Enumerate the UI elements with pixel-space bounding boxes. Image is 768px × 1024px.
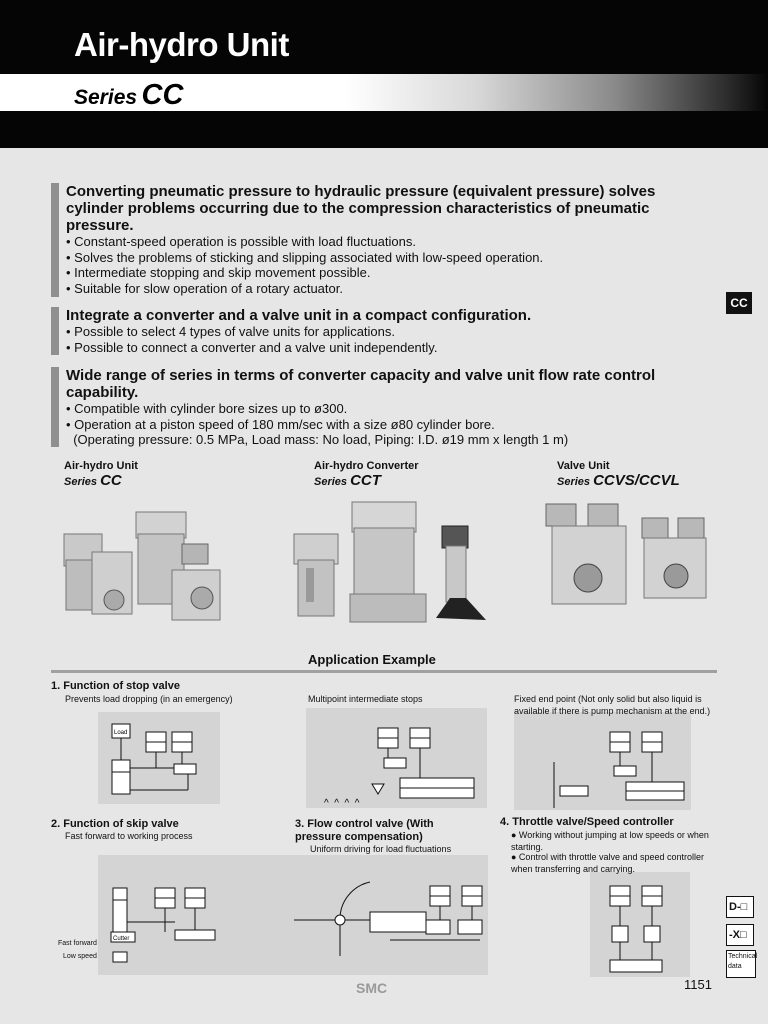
application-rule xyxy=(51,670,717,673)
product-series-word: Series xyxy=(314,476,348,488)
section-heading: Wide range of series in terms of converter capacity and valve unit flow rate control capability. xyxy=(66,367,656,401)
function-4-bullet-1: ● Working without jumping at low speeds or when starting. xyxy=(511,830,709,852)
stop-valve-diagram-emergency xyxy=(108,720,218,802)
page-number: 1151 xyxy=(684,977,712,992)
section-bullets xyxy=(66,234,711,296)
stop-valve-diagram-intermediate xyxy=(312,714,482,808)
product-series: CCT xyxy=(350,472,381,489)
bullet: • Possible to connect a converter and a valve unit independently. xyxy=(66,339,438,355)
section-bullets xyxy=(66,324,711,355)
function-3-title: 3. Flow control valve (With pressure compensation) xyxy=(295,818,434,843)
fast-forward-label: Fast forward xyxy=(58,940,97,947)
page-title: Air-hydro Unit xyxy=(74,26,289,63)
bullet: • Possible to select 4 types of valve units for applications. xyxy=(66,324,395,339)
function-4-bullet-2: ● Control with throttle valve and speed controller when transferring and carrying. xyxy=(511,852,705,874)
function-1-title: 1. Function of stop valve xyxy=(51,680,180,692)
function-3-subtitle: Uniform driving for load fluctuations xyxy=(310,844,452,854)
side-tab-cc[interactable]: CC xyxy=(726,292,752,314)
bullet: • Constant-speed operation is possible with load fluctuations. xyxy=(66,234,416,249)
section-bar xyxy=(51,367,59,447)
product-air-hydro-converter xyxy=(314,460,419,489)
bullet: (Operating pressure: 0.5 MPa, Load mass: No load, Piping: I.D. ø19 mm x length 1 m) xyxy=(66,432,569,448)
series-band xyxy=(0,74,768,111)
load-label: Load xyxy=(114,730,128,736)
bullet: • Solves the problems of sticking and slipping associated with low-speed operation. xyxy=(66,249,544,265)
air-hydro-converter-photo xyxy=(290,498,495,630)
smc-logo: SMC xyxy=(356,980,388,996)
air-hydro-unit-photo xyxy=(62,500,230,630)
bullet: • Suitable for slow operation of a rotary actuator. xyxy=(66,280,343,296)
product-air-hydro-unit xyxy=(64,460,138,489)
page-header xyxy=(0,0,768,148)
function-2-subtitle: Fast forward to working process xyxy=(65,831,193,841)
bullet: • Operation at a piston speed of 180 mm/sec with a size ø80 cylinder bore. xyxy=(66,416,495,432)
section-heading: Integrate a converter and a valve unit in a compact configuration. xyxy=(66,307,532,324)
section-bar xyxy=(51,183,59,297)
function-1-middle-caption: Multipoint intermediate stops xyxy=(308,694,423,704)
product-name: Air-hydro Converter xyxy=(314,460,419,472)
function-1-subtitle: Prevents load dropping (in an emergency) xyxy=(65,694,233,704)
product-name: Air-hydro Unit xyxy=(64,460,138,472)
feature-section-1 xyxy=(51,183,711,296)
series-name: CC xyxy=(141,79,184,111)
section-heading: Converting pneumatic pressure to hydraulic pressure (equivalent pressure) solves cylinder problems occurring due to the compression characteristics of pneumatic pressure. xyxy=(66,183,656,234)
function-4-title: 4. Throttle valve/Speed controller xyxy=(500,816,674,828)
section-bullets xyxy=(66,401,711,448)
section-bar xyxy=(51,307,59,355)
product-series: CCVS/CCVL xyxy=(593,472,680,489)
side-index-x[interactable]: -X□ xyxy=(726,924,754,946)
valve-unit-photo xyxy=(540,500,715,612)
feature-section-3 xyxy=(51,367,711,448)
throttle-valve-diagram xyxy=(594,880,690,976)
function-1-right-caption: Fixed end point (Not only solid but also liquid is available if there is pump mechanism at the end.) xyxy=(514,694,711,716)
product-valve-unit xyxy=(557,460,680,489)
bullet: • Intermediate stopping and skip movement possible. xyxy=(66,265,371,281)
product-series: CC xyxy=(100,472,122,489)
product-series-word: Series xyxy=(64,476,98,488)
technical-data-tab[interactable]: Technical data xyxy=(726,950,756,978)
application-title: Application Example xyxy=(308,652,436,667)
bullet: • Compatible with cylinder bore sizes up to ø300. xyxy=(66,401,348,416)
series-prefix: Series xyxy=(74,86,138,109)
cutter-label: Cutter xyxy=(113,936,130,942)
product-name: Valve Unit xyxy=(557,460,610,472)
stop-valve-diagram-fixed-end xyxy=(540,722,690,810)
flow-control-valve-diagram xyxy=(290,860,486,960)
svg-text:^ ^ ^ ^: ^ ^ ^ ^ xyxy=(324,798,360,808)
product-series-word: Series xyxy=(557,476,591,488)
low-speed-label: Low speed xyxy=(63,953,97,960)
feature-section-2 xyxy=(51,307,711,355)
function-2-title: 2. Function of skip valve xyxy=(51,818,179,830)
side-index-d[interactable]: D-□ xyxy=(726,896,754,918)
series-title xyxy=(74,79,183,112)
